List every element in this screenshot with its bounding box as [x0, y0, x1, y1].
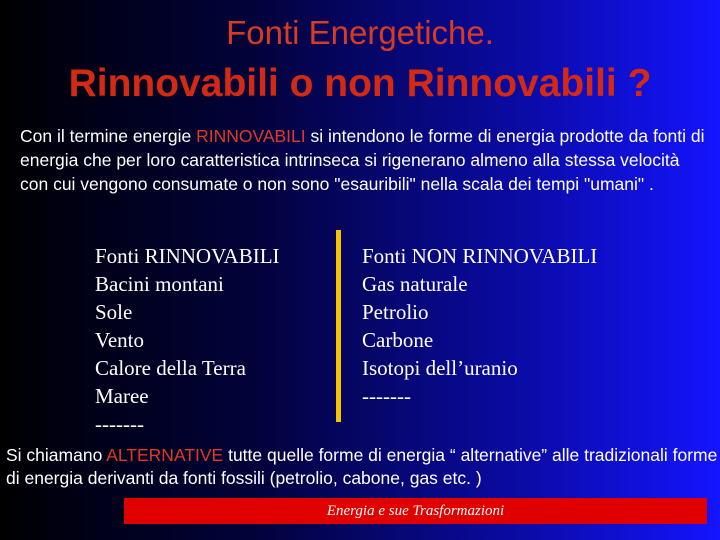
renewable-item: ------- [95, 412, 144, 436]
outro-text-after: tutte quelle forme di energia “ alternative” alle tradizionali forme di energia derivanti da fonti fossili (petrolio, cabone, gas etc. ) [6, 445, 718, 488]
intro-highlight: RINNOVABILI [196, 126, 306, 146]
renewable-column [95, 242, 325, 438]
renewable-item: Maree [95, 384, 149, 408]
footer-label: Energia e sue Trasformazioni [326, 503, 505, 519]
non-renewable-item: Isotopi dell’uranio [362, 356, 518, 380]
renewable-item: Vento [95, 328, 144, 352]
outro-text-before: Si chiamano [6, 445, 107, 465]
non-renewable-item: ------- [362, 384, 411, 408]
intro-text-before: Con il termine energie [20, 126, 197, 146]
renewable-item: Sole [95, 300, 133, 324]
non-renewable-item: Petrolio [362, 300, 429, 324]
outro-highlight: ALTERNATIVE [106, 445, 224, 465]
outro-paragraph [6, 444, 718, 490]
non-renewable-item: Carbone [362, 328, 434, 352]
renewable-heading: Fonti RINNOVABILI [95, 244, 280, 268]
non-renewable-heading: Fonti NON RINNOVABILI [362, 244, 598, 268]
non-renewable-column [362, 242, 692, 410]
intro-paragraph [20, 124, 710, 196]
intro-text-after: si intendono le forme di energia prodotte da fonti di energia che per loro caratteristica intrinseca si rigenerano almeno alla stessa velocità con cui vengono consumate o non sono "esauribili" nella scala dei tempi "umani" . [20, 126, 705, 194]
renewable-item: Bacini montani [95, 272, 224, 296]
slide-title: Fonti Energetiche. [226, 14, 494, 51]
footer-bar [124, 498, 707, 524]
column-divider [336, 230, 341, 422]
slide-subtitle: Rinnovabili o non Rinnovabili ? [68, 62, 652, 105]
renewable-item: Calore della Terra [95, 356, 246, 380]
non-renewable-item: Gas naturale [362, 272, 468, 296]
